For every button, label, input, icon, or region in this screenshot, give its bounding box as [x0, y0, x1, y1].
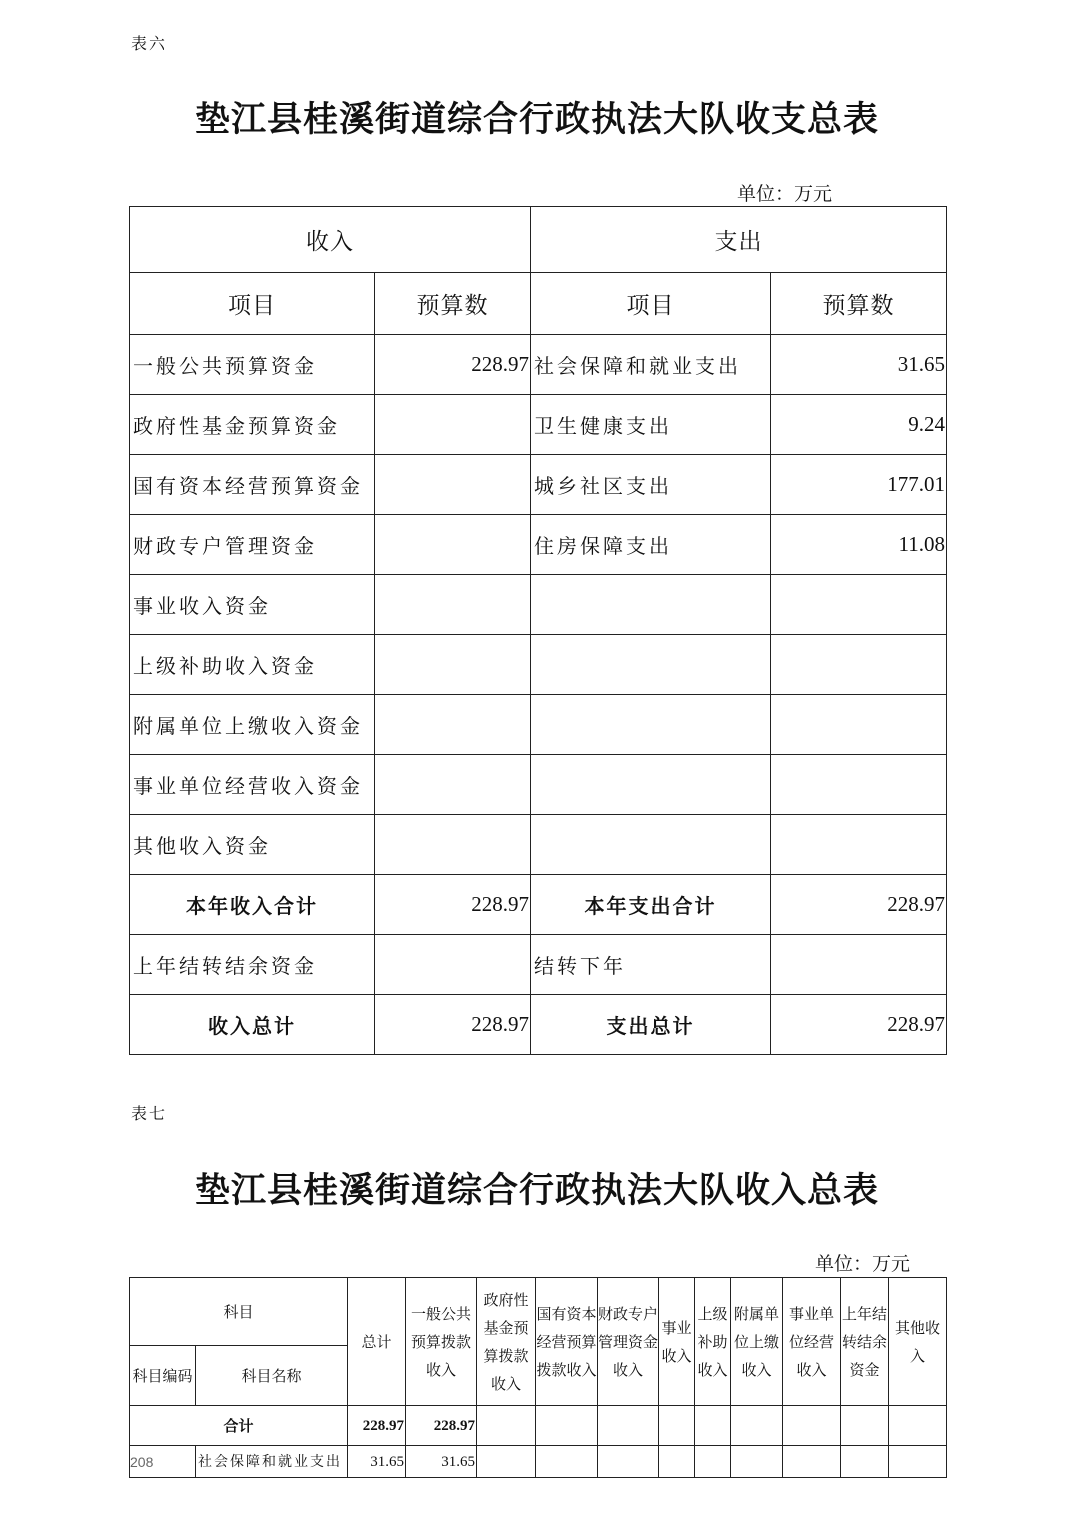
- income-budget-header: 预算数: [375, 273, 531, 335]
- expense-value: [771, 815, 947, 875]
- table-row: [130, 455, 947, 515]
- income-value: [375, 515, 531, 575]
- carryover-header: 上年结转结余资金: [841, 1278, 889, 1406]
- row-general: 31.65: [406, 1446, 477, 1478]
- income-value: 228.97: [375, 335, 531, 395]
- subject-name-header: 科目名称: [196, 1346, 348, 1406]
- table-six-label: 表六: [131, 34, 168, 53]
- carryover-income-value: [375, 935, 531, 995]
- carryover-expense-label: 结转下年: [531, 935, 771, 995]
- other-income-header: 其他收入: [889, 1278, 947, 1406]
- expense-header: 支出: [531, 207, 947, 273]
- table-row: [130, 755, 947, 815]
- expense-value: [771, 695, 947, 755]
- grand-expense-total-label: 支出总计: [531, 995, 771, 1055]
- expense-item: [531, 755, 771, 815]
- income-item: 上级补助收入资金: [130, 635, 375, 695]
- table-row: [130, 1446, 947, 1478]
- subject-code-header: 科目编码: [130, 1346, 196, 1406]
- income-value: [375, 695, 531, 755]
- business-income-header: 事业收入: [659, 1278, 695, 1406]
- table-six-title: 垫江县桂溪街道综合行政执法大队收支总表: [194, 99, 879, 140]
- income-item: 财政专户管理资金: [130, 515, 375, 575]
- table-row: [130, 335, 947, 395]
- expense-budget-header: 预算数: [771, 273, 947, 335]
- expense-item: 社会保障和就业支出: [531, 335, 771, 395]
- income-value: [375, 755, 531, 815]
- affiliated-unit-header: 附属单位上缴收入: [731, 1278, 783, 1406]
- expense-item: 住房保障支出: [531, 515, 771, 575]
- expense-item: [531, 815, 771, 875]
- table-row: [130, 815, 947, 875]
- total-row-label: 合计: [130, 1406, 348, 1446]
- expense-item: [531, 695, 771, 755]
- table-seven-unit: 单位：万元: [815, 1254, 911, 1275]
- table-seven-title: 垫江县桂溪街道综合行政执法大队收入总表: [194, 1170, 879, 1211]
- income-item-header: 项目: [130, 273, 375, 335]
- income-value: [375, 815, 531, 875]
- subject-code: 208: [130, 1446, 196, 1478]
- subject-header: 科目: [130, 1278, 348, 1346]
- expense-item: [531, 635, 771, 695]
- grand-income-total-value: 228.97: [375, 995, 531, 1055]
- operating-income-header: 事业单位经营收入: [783, 1278, 841, 1406]
- carryover-income-label: 上年结转结余资金: [130, 935, 375, 995]
- table-row: [130, 695, 947, 755]
- general-budget-header: 一般公共预算拨款收入: [406, 1278, 477, 1406]
- carryover-expense-value: [771, 935, 947, 995]
- table-row: [130, 395, 947, 455]
- expense-value: 31.65: [771, 335, 947, 395]
- subject-name: 社会保障和就业支出: [196, 1446, 348, 1478]
- income-summary-table: [129, 1277, 947, 1478]
- table-row: [130, 515, 947, 575]
- gov-fund-header: 政府性基金预算拨款收入: [477, 1278, 536, 1406]
- table-seven-label: 表七: [131, 1104, 168, 1123]
- income-header: 收入: [130, 207, 531, 273]
- total-row: [130, 1406, 947, 1446]
- total-header: 总计: [348, 1278, 406, 1406]
- expense-item-header: 项目: [531, 273, 771, 335]
- table-six-unit: 单位：万元: [737, 184, 833, 205]
- income-item: 事业收入资金: [130, 575, 375, 635]
- expense-item: [531, 575, 771, 635]
- income-value: [375, 455, 531, 515]
- row-total: 31.65: [348, 1446, 406, 1478]
- expense-item: 城乡社区支出: [531, 455, 771, 515]
- year-expense-total-label: 本年支出合计: [531, 875, 771, 935]
- income-item: 事业单位经营收入资金: [130, 755, 375, 815]
- income-item: 一般公共预算资金: [130, 335, 375, 395]
- income-item: 政府性基金预算资金: [130, 395, 375, 455]
- table-row: [130, 635, 947, 695]
- year-expense-total-value: 228.97: [771, 875, 947, 935]
- income-value: [375, 575, 531, 635]
- expense-value: 11.08: [771, 515, 947, 575]
- carryover-row: [130, 935, 947, 995]
- total-row-general: 228.97: [406, 1406, 477, 1446]
- grand-income-total-label: 收入总计: [130, 995, 375, 1055]
- income-value: [375, 395, 531, 455]
- grand-expense-total-value: 228.97: [771, 995, 947, 1055]
- income-expense-summary-table: [129, 206, 947, 1055]
- expense-value: 9.24: [771, 395, 947, 455]
- income-item: 国有资本经营预算资金: [130, 455, 375, 515]
- table-row: [130, 575, 947, 635]
- special-account-header: 财政专户管理资金收入: [598, 1278, 659, 1406]
- expense-item: 卫生健康支出: [531, 395, 771, 455]
- state-capital-header: 国有资本经营预算拨款收入: [536, 1278, 598, 1406]
- expense-value: 177.01: [771, 455, 947, 515]
- income-item: 其他收入资金: [130, 815, 375, 875]
- expense-value: [771, 635, 947, 695]
- expense-value: [771, 575, 947, 635]
- year-income-total-label: 本年收入合计: [130, 875, 375, 935]
- total-row-total: 228.97: [348, 1406, 406, 1446]
- income-value: [375, 635, 531, 695]
- superior-subsidy-header: 上级补助收入: [695, 1278, 731, 1406]
- year-income-total-value: 228.97: [375, 875, 531, 935]
- year-total-row: [130, 875, 947, 935]
- expense-value: [771, 755, 947, 815]
- income-item: 附属单位上缴收入资金: [130, 695, 375, 755]
- grand-total-row: [130, 995, 947, 1055]
